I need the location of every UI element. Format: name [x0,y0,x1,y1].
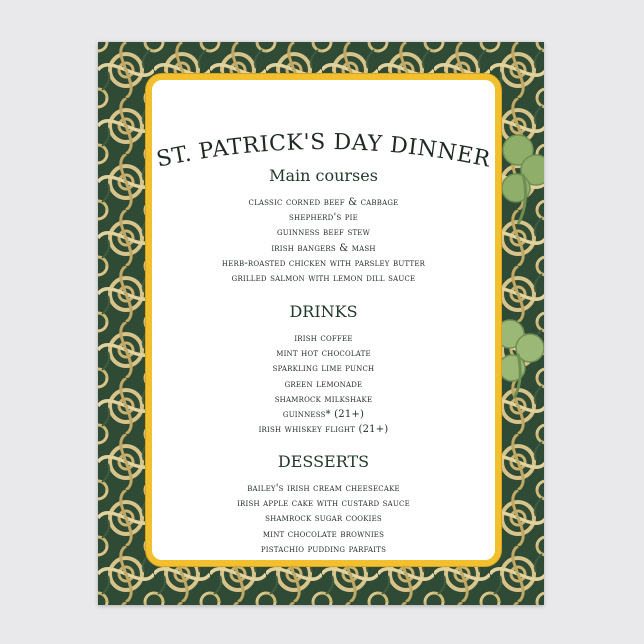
menu-card [98,42,544,605]
menu-item: pistachio pudding parfaits [260,543,387,555]
menu-item: irish coffee [294,333,353,344]
menu-item: guinness beef stew [276,227,371,239]
menu-panel [146,74,501,566]
section-heading: DESSERTS [277,452,370,471]
menu-section-drinks [152,302,495,437]
menu-item: sparkling lime punch [272,363,375,375]
menu-item: mint hot chocolate [276,348,371,360]
menu-item: green lemonade [284,378,363,390]
menu-item: guinness* (21+) [282,409,365,421]
menu-item: classic corned beef & cabbage [248,197,399,208]
menu-section-desserts [152,452,495,557]
menu-item: grilled salmon with lemon dill sauce [231,273,416,285]
menu-item: irish apple cake with custard sauce [237,498,410,510]
menu-item: irish whiskey flight (21+) [258,424,389,436]
section-heading: Main courses [269,166,378,185]
menu-item: mint chocolate brownies [262,528,385,540]
menu-title [152,120,495,173]
section-heading: DRINKS [289,302,358,321]
menu-item: shepherd's pie [289,212,358,224]
menu-item: herb-roasted chicken with parsley butter [221,257,426,269]
menu-item: shamrock milkshake [274,393,373,405]
menu-item: shamrock sugar cookies [265,513,382,525]
menu-item: bailey's irish cream cheesecake [247,483,400,494]
menu-section-main-courses [152,166,495,286]
menu-title-text: ST. PATRICK'S DAY DINNER [154,129,493,173]
menu-item: irish bangers & mash [271,242,376,254]
